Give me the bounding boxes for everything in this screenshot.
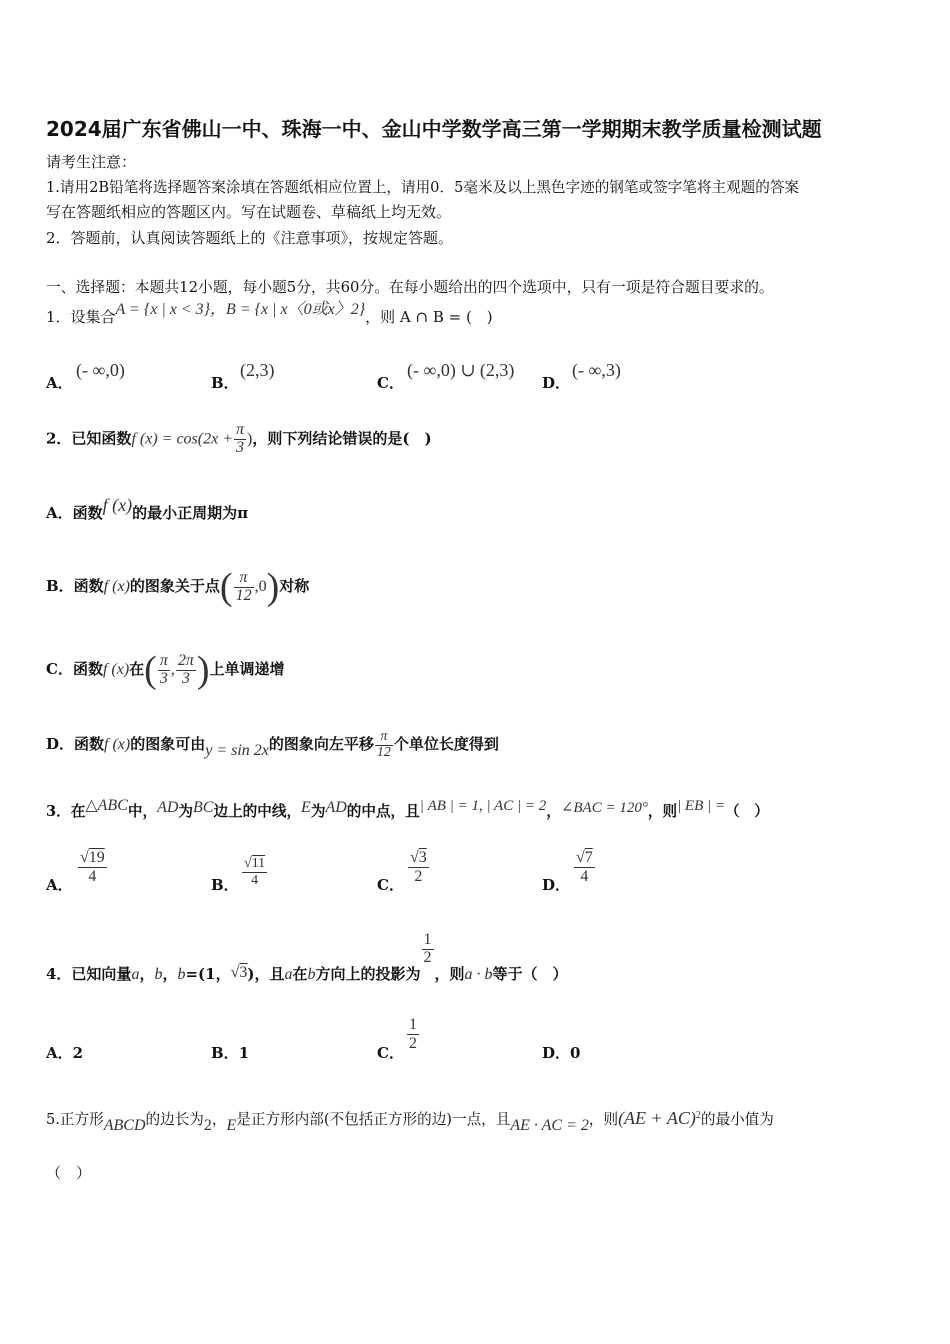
- q3-option-d: √7 4: [576, 849, 593, 885]
- q3-option-d-label: D．: [542, 876, 571, 894]
- q2-suffix: ，则下列结论错误的是( ): [252, 429, 432, 448]
- q1-option-d: (- ∞,3): [572, 360, 621, 380]
- q3-text-5: 为: [310, 803, 326, 820]
- page-title: 2024届广东省佛山一中、珠海一中、金山中学数学高三第一学期期末教学质量检测试题: [46, 117, 822, 141]
- q4-option-d-label: D．: [542, 1044, 571, 1062]
- q4-text-6: 在: [292, 965, 308, 984]
- q3-text-7: ，: [546, 803, 561, 820]
- q1-prefix: 1．设集合: [46, 308, 116, 326]
- q3-text-4: 边上的中线，: [213, 803, 302, 820]
- q4-option-d: [542, 1042, 580, 1063]
- q3-condition-1: | AB | = 1, | AC | = 2: [419, 798, 547, 814]
- q2-option-b-label: B．函数: [46, 577, 104, 595]
- q5-text-4: 是正方形内部(不包括正方形的边)一点，且: [236, 1111, 511, 1128]
- q1-suffix: ，则 A ∩ B = ( ): [365, 308, 493, 326]
- q4-vector-b: b: [154, 966, 163, 984]
- q3-option-a: √19 4: [80, 849, 105, 885]
- q3-text-9: （ ）: [725, 803, 769, 820]
- q4-option-c: [407, 1016, 419, 1053]
- section-heading: 一、选择题：本题共12小题，每小题5分，共60分。在每小题给出的四个选项中，只有一项是符合题目要求的。: [46, 279, 774, 296]
- question-5: [46, 1108, 774, 1134]
- q4-option-d-value: 0: [570, 1044, 581, 1062]
- q1-option-d-label: D．: [542, 374, 571, 392]
- q2-option-b: B．函数f (x)的图象关于点( $\frac{\pi}{12}$ ,0)对称: [46, 566, 310, 608]
- q2-option-b-text2: 对称: [279, 577, 310, 595]
- q1-option-c-label: C．: [377, 374, 404, 392]
- q4-text-3: ，: [162, 965, 178, 984]
- q3-option-c-denominator: 2: [414, 868, 423, 885]
- q2-option-c-denominator-1: 3: [159, 669, 168, 687]
- q4-vector-a-2: a: [284, 966, 293, 984]
- q4-option-a-value: 2: [72, 1044, 84, 1062]
- q1-option-b: (2,3): [240, 360, 275, 380]
- q5-text-2: 的边长为: [145, 1111, 204, 1128]
- question-1: 1．设集合A = {x | x < 3}，B = {x | x〈0或x〉2}，则 A ∩ B = ( ): [46, 301, 493, 326]
- q4-projection-numerator: 1: [423, 931, 432, 948]
- q2-option-d-label: D．函数: [46, 735, 105, 754]
- q5-side-length: 2: [203, 1117, 212, 1134]
- q3-text-1: 3．在: [46, 803, 86, 820]
- q2-option-d-text1: 的图象可由: [130, 735, 206, 754]
- q1-option-b-label: B．: [211, 374, 239, 392]
- q4-radicand: 3: [239, 964, 248, 982]
- q3-triangle: △ABC: [85, 797, 128, 814]
- q4-dot-product: a · b: [464, 966, 493, 984]
- q2-func-close: ): [247, 430, 253, 448]
- q3-text-3: 为: [178, 803, 194, 820]
- q5-expression: (AE + AC): [618, 1108, 696, 1128]
- q4-projection-denominator: 2: [423, 948, 432, 966]
- q2-option-b-func: f (x): [103, 578, 130, 595]
- q1-option-a-label: A．: [46, 374, 73, 392]
- q3-option-a-denominator: 4: [88, 868, 97, 885]
- q2-function: f (x) = cos(2x +: [131, 430, 234, 448]
- q3-ad: AD: [157, 799, 179, 816]
- q4-text-8: ，则: [434, 965, 465, 984]
- q3-option-a-label: A．: [46, 876, 73, 894]
- q2-option-a: [46, 495, 249, 523]
- q3-option-b-radicand: 11: [251, 856, 266, 871]
- q3-option-b-label: B．: [211, 876, 239, 894]
- q4-text-1: 4．已知向量: [46, 965, 132, 984]
- q2-option-d-sin: y = sin 2x: [205, 742, 269, 760]
- q4-text-2: ，: [139, 965, 155, 984]
- q4-option-a: [46, 1042, 83, 1063]
- q3-condition-2: ∠BAC = 120°: [560, 800, 648, 816]
- q2-prefix: 2．已知函数: [46, 429, 132, 448]
- q3-option-c-label: C．: [377, 876, 404, 894]
- question-4: 4．已知向量a，b，b=(1，√3)，且a在b方向上的投影为 $\frac{1}{2}$ ，则a · b等于（ ）: [46, 931, 568, 984]
- q2-option-c-func: f (x): [102, 661, 130, 678]
- q2-option-d-denominator: 12: [376, 744, 391, 760]
- q5-text-3: ，: [211, 1111, 227, 1128]
- q3-text-6: 的中点，且: [346, 803, 420, 820]
- q4-option-c-numerator: 1: [409, 1016, 417, 1033]
- q2-option-c-label: C．函数: [46, 660, 103, 678]
- q2-option-d-text2: 的图象向左平移: [268, 735, 374, 754]
- q2-option-b-zero: ,0: [254, 578, 267, 595]
- q3-option-c-radicand: 3: [418, 849, 427, 866]
- q3-eb: | EB | =: [677, 798, 726, 814]
- q5-exponent: 2: [695, 1110, 701, 1122]
- q2-option-d-numerator: π: [375, 730, 393, 746]
- notice-line-1: 1.请用2B铅笔将选择题答案涂填在答题纸相应位置上，请用0．5毫米及以上黑色字迹的钢笔或签字笔将主观题的答案: [46, 179, 800, 196]
- q2-option-b-text1: 的图象关于点: [129, 577, 220, 595]
- q4-option-c-denominator: 2: [409, 1035, 417, 1052]
- q2-option-b-denominator: 12: [235, 586, 252, 604]
- notice-line-3: 2．答题前，认真阅读答题纸上的《注意事项》，按规定答题。: [46, 229, 454, 247]
- q4-option-b-value: 1: [238, 1044, 250, 1062]
- notice-line-2: 写在答题纸相应的答题区内。写在试题卷、草稿纸上均无效。: [46, 203, 452, 221]
- q2-option-c-denominator-2: 3: [181, 669, 190, 687]
- q2-option-a-label: A．函数: [46, 504, 103, 522]
- q3-bc: BC: [193, 799, 214, 816]
- q2-func-numerator: π: [236, 421, 245, 438]
- q1-option-a: (- ∞,0): [76, 360, 125, 380]
- q4-vector-b-2: b: [177, 966, 186, 984]
- q2-option-c-text1: 在: [129, 660, 145, 678]
- q4-vector-a: a: [131, 966, 140, 984]
- q4-text-4: =(1，: [185, 965, 231, 984]
- q5-square: ABCD: [103, 1117, 146, 1134]
- q4-text-7: 方向上的投影为: [315, 965, 421, 984]
- q3-option-d-radicand: 7: [584, 849, 593, 866]
- q2-func-denominator: 3: [236, 438, 245, 456]
- q4-option-b: [211, 1042, 249, 1063]
- q3-option-c: √3 2: [410, 849, 427, 885]
- q3-ad-2: AD: [325, 799, 347, 816]
- q1-set-b: B = {x | x〈0或x〉2}: [226, 301, 366, 318]
- q2-option-a-text: 的最小正周期为π: [132, 504, 249, 522]
- q2-option-d-text3: 个单位长度得到: [393, 735, 499, 754]
- q5-text-5: ，则: [588, 1111, 619, 1128]
- q1-option-c: (- ∞,0) ∪ (2,3): [407, 360, 515, 380]
- q3-e: E: [301, 799, 311, 816]
- question-2: [46, 422, 432, 457]
- q3-option-b: √11 4: [244, 856, 266, 888]
- q2-option-c-numerator-2: 2π: [177, 651, 194, 669]
- q2-option-d: [46, 730, 499, 760]
- q2-option-c: C．函数f (x)在( $\frac{\pi}{3}$ , $\frac{2\pi}{3}$ )上单调递增: [46, 649, 285, 691]
- q4-vector-b-3: b: [307, 966, 316, 984]
- q2-option-b-numerator: π: [234, 570, 254, 588]
- q4-option-a-label: A．: [46, 1044, 73, 1062]
- q5-condition: AE · AC = 2: [510, 1117, 589, 1134]
- q1-set-a: A = {x | x < 3}: [115, 301, 211, 318]
- q2-option-c-numerator-1: π: [159, 651, 168, 669]
- q2-option-a-func: f (x): [102, 495, 133, 515]
- notice-heading: 请考生注意：: [46, 153, 137, 171]
- q2-option-c-text2: 上单调递增: [209, 660, 285, 678]
- q5-text-6: 的最小值为: [700, 1111, 774, 1128]
- q3-option-d-denominator: 4: [580, 868, 589, 885]
- q4-option-c-label: C．: [377, 1044, 404, 1062]
- q3-option-b-denominator: 4: [251, 873, 259, 888]
- q4-text-9: 等于（ ）: [492, 965, 568, 984]
- q3-option-a-radicand: 19: [88, 849, 105, 866]
- q4-text-5: )，且: [247, 965, 285, 984]
- q3-text-8: ，则: [647, 803, 678, 820]
- q4-option-b-label: B．: [211, 1044, 239, 1062]
- q3-text-2: 中，: [127, 803, 158, 820]
- q5-point-e: E: [226, 1117, 237, 1134]
- question-3: [46, 797, 769, 821]
- q2-option-d-func: f (x): [104, 736, 131, 754]
- q5-text-7: （ ）: [46, 1164, 92, 1182]
- q5-text-1: 5.正方形: [46, 1111, 104, 1128]
